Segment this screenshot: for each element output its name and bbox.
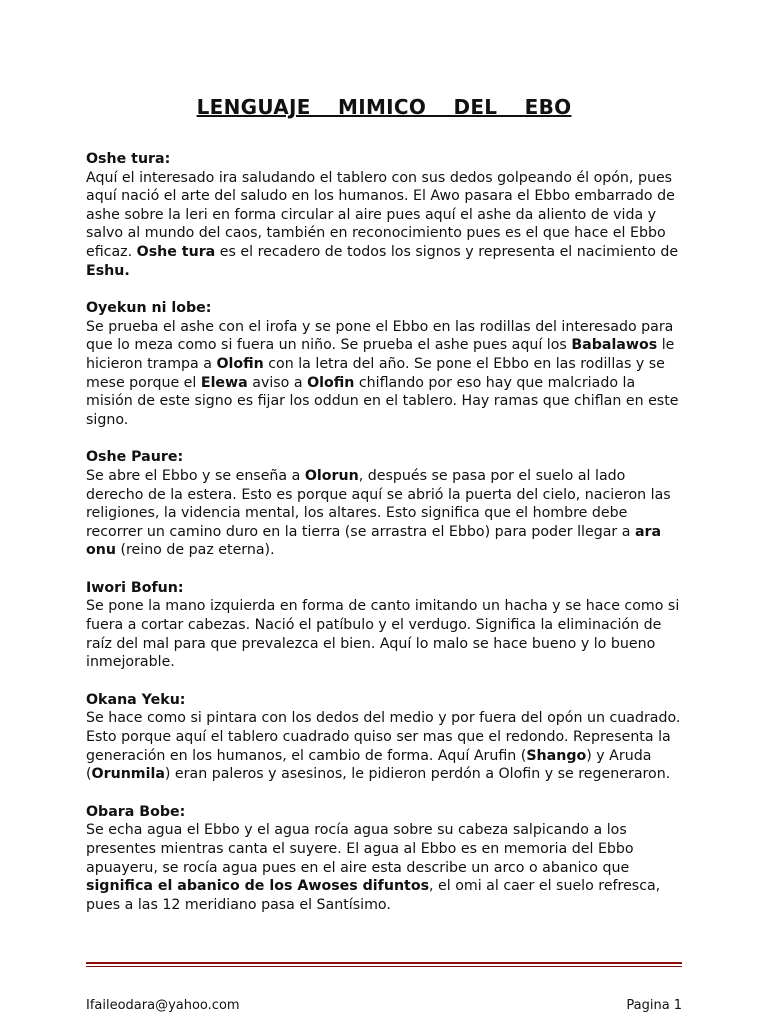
body-text: le hicieron trampa a [86,337,675,372]
bold-term: Eshu. [86,262,130,279]
section-heading: Obara Bobe: [86,803,186,820]
body-text: (reino de paz eterna). [115,542,275,559]
body-text: , el omi al caer el suelo refresca, pues a las 12 meridiano pasa el Santísimo. [86,878,661,913]
section [86,448,686,560]
section [86,299,686,429]
body-text: Aquí el interesado ira saludando el tablero con sus dedos golpeando él opón, pues aquí nació el arte del saludo en los humanos. El Awo pasara el Ebbo embarrado de ashe sobre la leri en forma circular al aire pues aquí el ashe da aliento de vida y salvo al mundo del caos, también en reconocimiento pues es el que hace el Ebbo eficaz. [86,169,675,260]
section-body [86,318,686,430]
body-text: Se echa agua el Ebbo y el agua rocía agua sobre su cabeza salpicando a los presentes mientras canta el suyere. El agua al Ebbo es en memoria del Ebbo apuayeru, se rocía agua pues en el aire esta describe un arco o abanico que [86,822,634,876]
document-content [86,150,686,933]
section-body [86,821,686,914]
bold-term: Olorun [304,467,359,484]
section-body [86,467,686,560]
footer-divider [86,962,682,964]
body-text: ) y Aruda ( [86,747,652,783]
section [86,803,686,915]
body-text: chiflando por eso hay que malcriado la misión de este signo es fijar los oddun en el tablero. Hay ramas que chiflan en este signo. [86,374,679,428]
section-body [86,169,686,281]
document-title: LENGUAJE MIMICO DEL EBO [196,95,572,119]
section-body [86,597,686,671]
bold-term: ara onu [86,523,662,559]
footer-email[interactable]: Ifaileodara@yahoo.com [86,998,240,1013]
body-text: Se hace como si pintara con los dedos del medio y por fuera del opón un cuadrado. Esto porque aquí el tablero cuadrado quiso ser mas que el redondo. Representa la generación en los humanos, el cambio de forma. Aquí Arufin ( [86,710,681,764]
body-text: aviso a [247,374,308,391]
bold-term: significa el abanico de los Awoses difuntos [86,878,430,895]
footer-page-number: 1 [673,998,682,1013]
body-text: Se abre el Ebbo y se enseña a [86,467,305,484]
body-text: Se pone la mano izquierda en forma de canto imitando un hacha y se hace como si fuera a cortar cabezas. Nació el patíbulo y el verdugo. Significa la eliminación de raíz del mal para que prevalezca el bien. Aquí lo malo se hace bueno y lo bueno inmejorable. [86,598,680,671]
bold-term: Elewa [200,374,248,391]
section-heading: Okana Yeku: [86,691,186,708]
bold-term: Olofin [216,355,264,372]
footer-divider-thin [86,966,682,967]
section-body [86,709,686,783]
section-heading: Oyekun ni lobe: [86,300,212,317]
section-heading: Iwori Bofun: [86,579,184,596]
bold-term: Babalawos [571,337,658,354]
bold-term: Orunmila [91,766,165,783]
body-text: Se prueba el ashe con el irofa y se pone el Ebbo en las rodillas del interesado para que lo meza como si fuera un niño. Se prueba el ashe pues aquí los [86,318,674,354]
section-heading: Oshe tura: [86,151,171,167]
body-text: es el recadero de todos los signos y representa el nacimiento de [215,243,679,260]
body-text: ) eran paleros y asesinos, le pidieron perdón a Olofin y se regeneraron. [164,766,671,783]
body-text: con la letra del año. Se pone el Ebbo en las rodillas y se mese porque el [86,355,665,391]
footer-page-indicator [626,998,682,1013]
bold-term: Shango [526,747,587,764]
bold-term: Olofin [307,374,355,391]
section [86,579,686,672]
section-heading: Oshe Paure: [86,449,184,466]
section [86,150,686,280]
body-text: , después se pasa por el suelo al lado derecho de la estera. Esto es porque aquí se abrió la puerta del cielo, nacieron las religiones, la videncia mental, los altares. Esto significa que el hombre debe recorrer un camino duro en la tierra (se arrastra el Ebbo) para poder llegar a [86,467,671,540]
section [86,691,686,784]
footer-page-label: Pagina [626,998,670,1013]
bold-term: Oshe tura [136,243,216,260]
